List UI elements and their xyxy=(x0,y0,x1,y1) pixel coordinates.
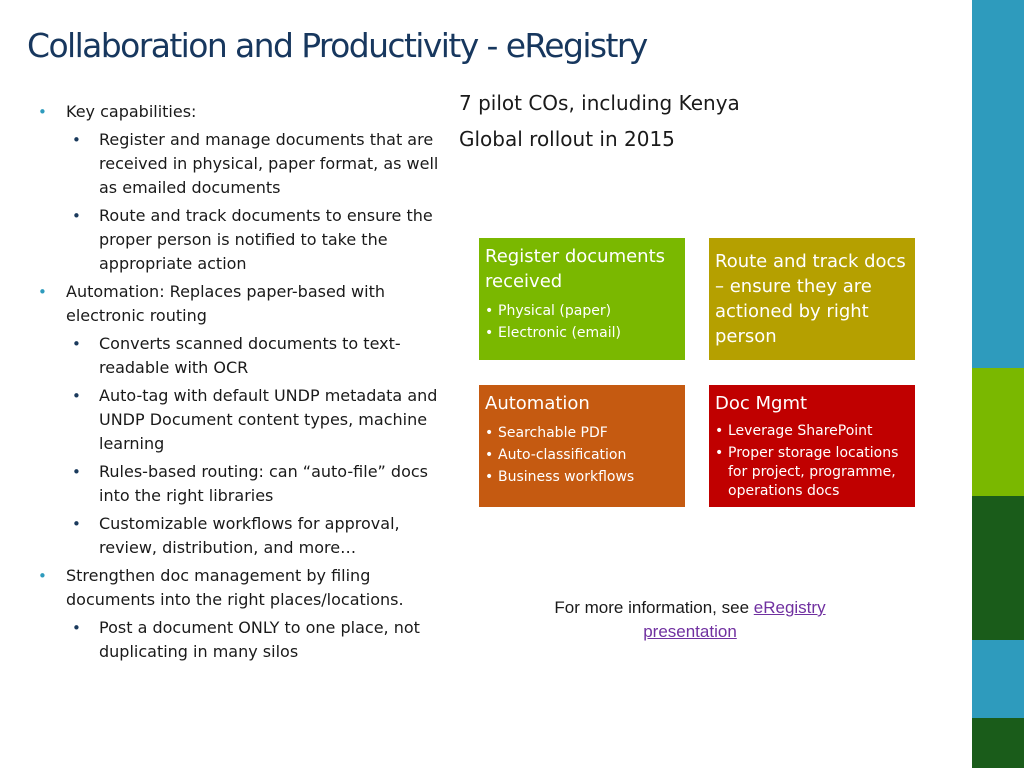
list-item: • Auto-tag with default UNDP metadata and UNDP Document content types, machine learning xyxy=(72,386,438,453)
list-item: • Register and manage documents that are received in physical, paper format, as well as emailed documents xyxy=(72,130,439,197)
list-item: • Automation: Replaces paper-based with electronic routing xyxy=(38,282,385,325)
automation-box xyxy=(479,385,685,507)
list-item: • Key capabilities: xyxy=(38,100,448,124)
bullet-icon: • xyxy=(72,387,81,405)
list-item: • Rules-based routing: can “auto-file” docs into the right libraries xyxy=(72,462,428,505)
list-item: • Proper storage locations for project, programme, operations docs xyxy=(715,445,899,499)
list-item: • Post a document ONLY to one place, not duplicating in many silos xyxy=(72,618,420,661)
bullet-icon: • xyxy=(72,131,81,149)
accent-stripe-dark xyxy=(972,496,1024,640)
list-item: • Searchable PDF xyxy=(485,425,608,441)
list-item: • Auto-classification xyxy=(485,447,627,463)
rollout-text: Global rollout in 2015 xyxy=(459,127,675,151)
accent-stripe-green xyxy=(972,368,1024,496)
list-item: • Converts scanned documents to text-readable with OCR xyxy=(72,334,401,377)
automation-title: Automation xyxy=(485,393,590,414)
list-item: • Customizable workflows for approval, review, distribution, and more… xyxy=(72,514,400,557)
slide-title: Collaboration and Productivity - eRegistry xyxy=(27,26,647,65)
bullet-list xyxy=(38,100,448,668)
docmgmt-box xyxy=(709,385,915,507)
route-title: Route and track docs – ensure they are actioned by right person xyxy=(715,251,906,347)
more-info-text: For more information, see xyxy=(554,598,754,617)
bullet-icon: • xyxy=(72,207,81,225)
list-item: • Physical (paper) xyxy=(485,303,612,319)
list-item: • Strengthen doc management by filing documents into the right places/locations. xyxy=(38,566,404,609)
rollout-facts xyxy=(459,90,740,162)
eregistry-presentation-link[interactable]: eRegistry presentation xyxy=(643,598,826,641)
docmgmt-title: Doc Mgmt xyxy=(715,393,808,414)
bullet-icon: • xyxy=(72,335,81,353)
bullet-icon: • xyxy=(72,515,81,533)
accent-stripe-dark xyxy=(972,718,1024,768)
more-info xyxy=(520,596,860,644)
route-box xyxy=(709,238,915,360)
list-item: • Route and track documents to ensure the proper person is notified to take the appropriate action xyxy=(72,206,433,273)
bullet-icon: • xyxy=(72,619,81,637)
list-item: • Business workflows xyxy=(485,469,635,485)
register-title: Register documents received xyxy=(485,246,666,292)
register-box xyxy=(479,238,685,360)
bullet-icon: • xyxy=(72,463,81,481)
bullet-icon: • xyxy=(38,567,47,585)
accent-stripe-blue xyxy=(972,640,1024,718)
bullet-icon: • xyxy=(38,103,47,121)
list-item: • Leverage SharePoint xyxy=(715,423,873,439)
pilot-text: 7 pilot COs, including Kenya xyxy=(459,91,740,115)
bullet-icon: • xyxy=(38,283,47,301)
list-item: • Electronic (email) xyxy=(485,325,621,341)
accent-stripe-blue xyxy=(972,0,1024,368)
